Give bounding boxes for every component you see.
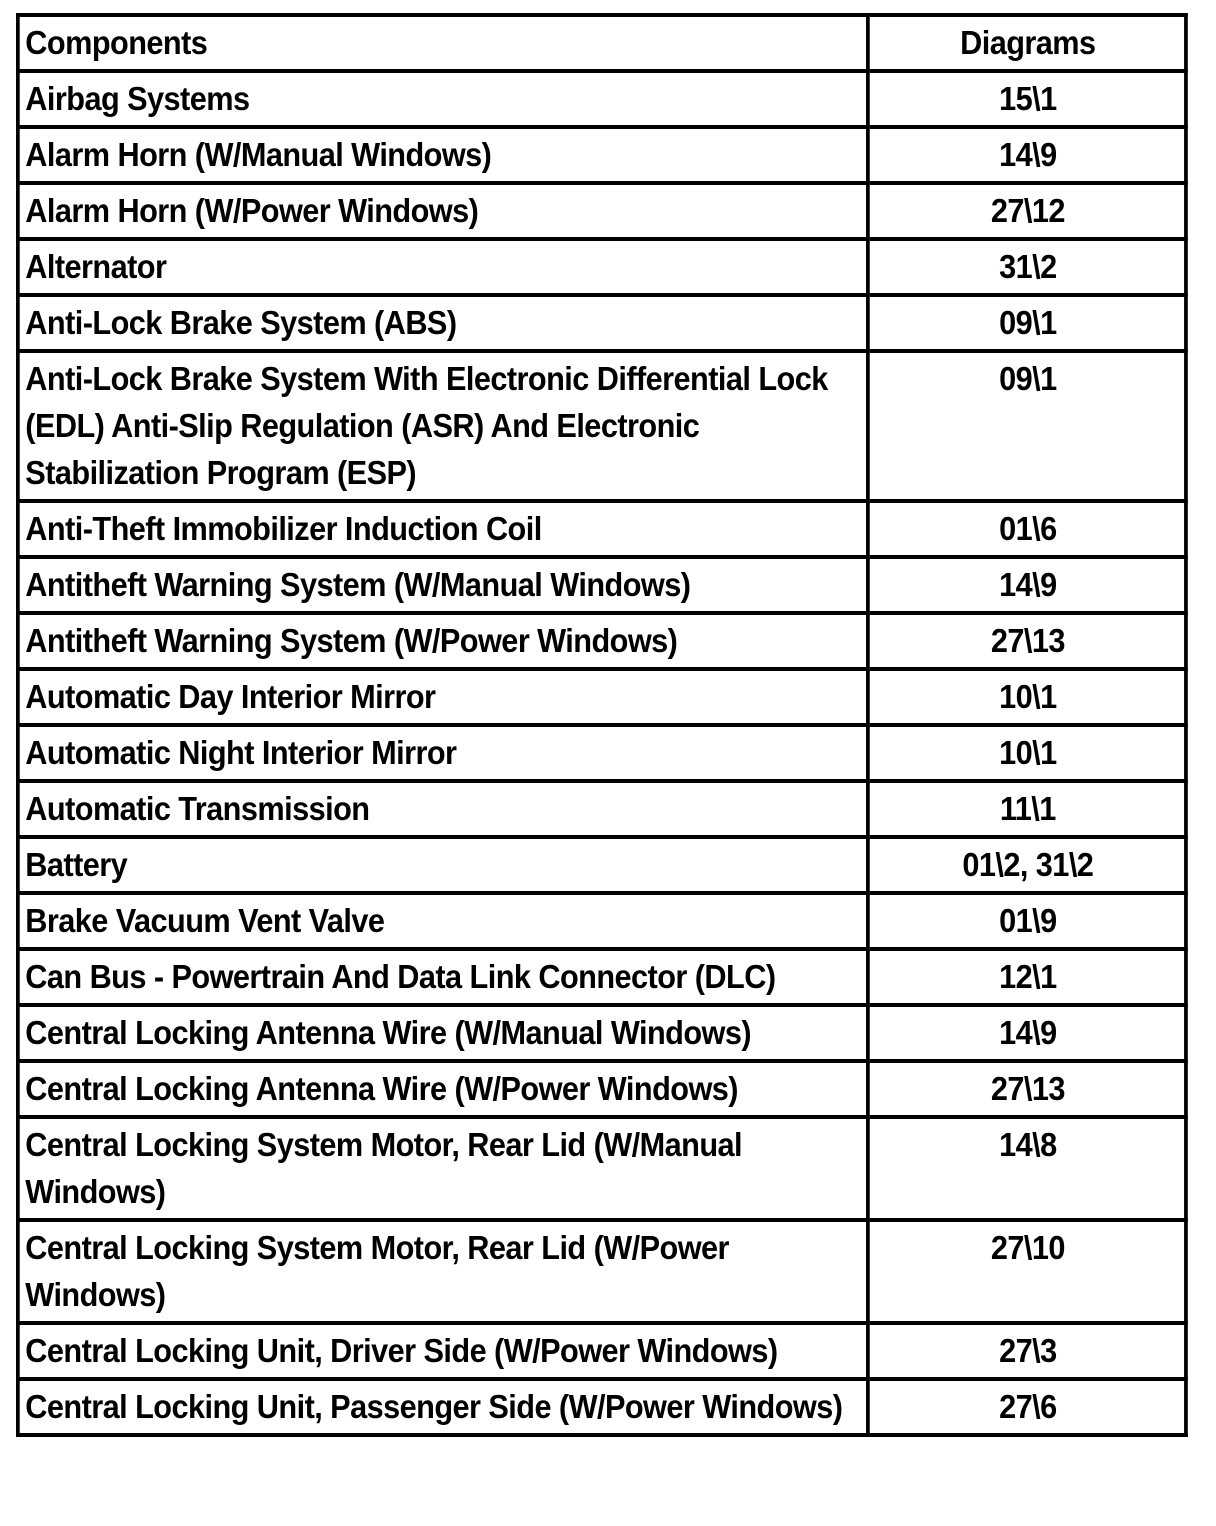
component-cell: Airbag Systems: [18, 71, 868, 127]
component-cell: Automatic Day Interior Mirror: [18, 669, 868, 725]
table-row: [18, 1005, 1186, 1061]
component-cell: Central Locking Unit, Passenger Side (W/Power Windows): [18, 1379, 868, 1435]
table-row: [18, 1061, 1186, 1117]
table-row: [18, 295, 1186, 351]
component-cell: Battery: [18, 837, 868, 893]
component-cell: Can Bus - Powertrain And Data Link Connector (DLC): [18, 949, 868, 1005]
component-cell: Anti-Lock Brake System (ABS): [18, 295, 868, 351]
component-cell: Automatic Night Interior Mirror: [18, 725, 868, 781]
header-row: [18, 15, 1186, 71]
table-row: [18, 71, 1186, 127]
diagram-ref-cell: 31\2: [868, 239, 1186, 295]
diagram-ref-cell: 12\1: [868, 949, 1186, 1005]
table-row: [18, 725, 1186, 781]
table-row: [18, 501, 1186, 557]
diagram-ref-cell: 27\13: [868, 1061, 1186, 1117]
diagram-ref-cell: 01\2, 31\2: [868, 837, 1186, 893]
component-cell: Anti-Lock Brake System With Electronic Differential Lock (EDL) Anti-Slip Regulation (ASR) And Electronic Stabilization Program (ESP): [18, 351, 868, 501]
table-row: [18, 557, 1186, 613]
component-cell: Antitheft Warning System (W/Manual Windows): [18, 557, 868, 613]
table-row: [18, 239, 1186, 295]
component-cell: Alarm Horn (W/Power Windows): [18, 183, 868, 239]
diagram-ref-cell: 14\9: [868, 127, 1186, 183]
diagram-ref-cell: 10\1: [868, 669, 1186, 725]
diagram-ref-cell: 27\13: [868, 613, 1186, 669]
component-cell: Alternator: [18, 239, 868, 295]
component-cell: Anti-Theft Immobilizer Induction Coil: [18, 501, 868, 557]
component-cell: Brake Vacuum Vent Valve: [18, 893, 868, 949]
table-row: [18, 127, 1186, 183]
component-cell: Central Locking Antenna Wire (W/Manual Windows): [18, 1005, 868, 1061]
diagram-ref-cell: 09\1: [868, 295, 1186, 351]
diagram-ref-cell: 09\1: [868, 351, 1186, 501]
diagram-ref-cell: 27\12: [868, 183, 1186, 239]
table-row: [18, 1379, 1186, 1435]
diagram-ref-cell: 14\8: [868, 1117, 1186, 1220]
table-row: [18, 351, 1186, 501]
component-cell: Alarm Horn (W/Manual Windows): [18, 127, 868, 183]
diagram-ref-cell: 27\10: [868, 1220, 1186, 1323]
diagram-ref-cell: 01\9: [868, 893, 1186, 949]
diagram-ref-cell: 01\6: [868, 501, 1186, 557]
table-row: [18, 1220, 1186, 1323]
table-row: [18, 1117, 1186, 1220]
components-header: Components: [18, 15, 868, 71]
table-row: [18, 1323, 1186, 1379]
table-row: [18, 613, 1186, 669]
diagram-ref-cell: 14\9: [868, 1005, 1186, 1061]
table-row: [18, 893, 1186, 949]
diagram-ref-cell: 15\1: [868, 71, 1186, 127]
component-cell: Central Locking Antenna Wire (W/Power Windows): [18, 1061, 868, 1117]
table-row: [18, 837, 1186, 893]
component-cell: Automatic Transmission: [18, 781, 868, 837]
diagrams-header: Diagrams: [868, 15, 1186, 71]
table-row: [18, 949, 1186, 1005]
diagram-ref-cell: 10\1: [868, 725, 1186, 781]
component-cell: Central Locking Unit, Driver Side (W/Power Windows): [18, 1323, 868, 1379]
component-index-table: [16, 13, 1188, 1437]
diagram-ref-cell: 27\6: [868, 1379, 1186, 1435]
table-row: [18, 669, 1186, 725]
diagram-ref-cell: 14\9: [868, 557, 1186, 613]
diagram-ref-cell: 11\1: [868, 781, 1186, 837]
table-body: [18, 71, 1186, 1435]
table-row: [18, 781, 1186, 837]
component-cell: Central Locking System Motor, Rear Lid (W/Power Windows): [18, 1220, 868, 1323]
table-row: [18, 183, 1186, 239]
diagram-ref-cell: 27\3: [868, 1323, 1186, 1379]
component-cell: Antitheft Warning System (W/Power Windows): [18, 613, 868, 669]
component-cell: Central Locking System Motor, Rear Lid (W/Manual Windows): [18, 1117, 868, 1220]
